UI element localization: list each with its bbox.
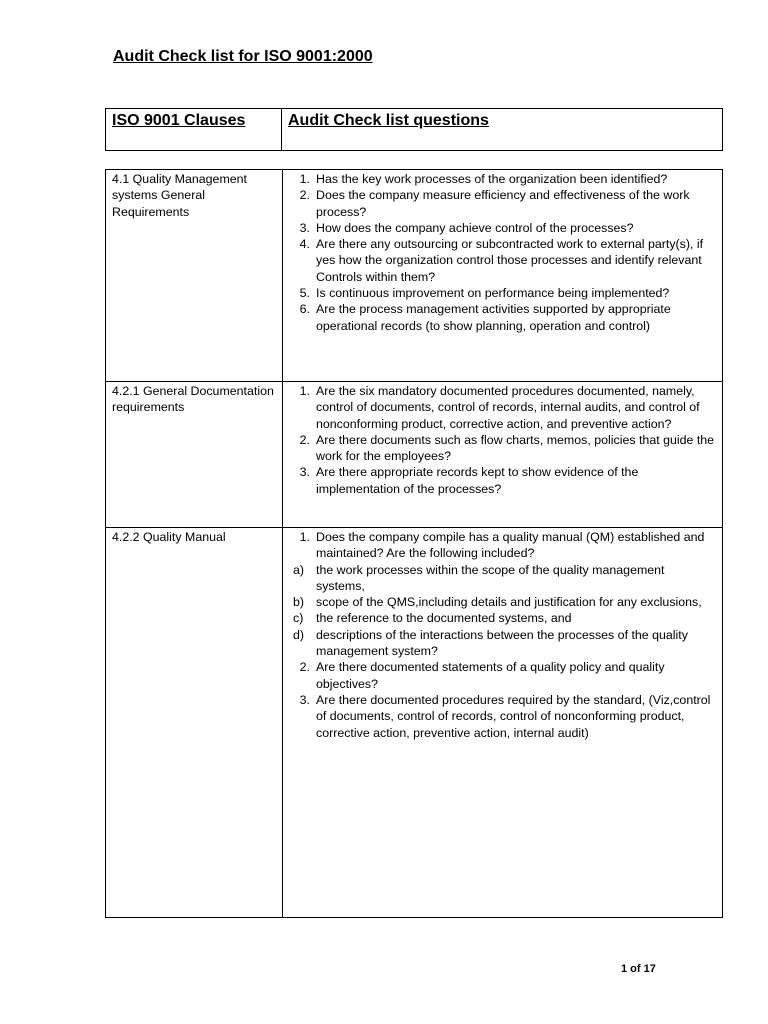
question-item <box>289 187 716 220</box>
question-text: Does the company compile has a quality manual (QM) established and maintained? Are the following included? <box>316 530 705 561</box>
question-number: 1. <box>299 172 310 186</box>
question-item <box>289 692 716 741</box>
clause-cell: 4.2.2 Quality Manual <box>106 528 283 918</box>
table-row <box>106 528 723 918</box>
question-item <box>289 383 716 432</box>
question-text: Are there appropriate records kept to show evidence of the implementation of the processes? <box>316 465 639 496</box>
question-text: Is continuous improvement on performance being implemented? <box>316 286 670 301</box>
question-text: scope of the QMS,including details and justification for any exclusions, <box>316 595 702 610</box>
header-clauses: ISO 9001 Clauses <box>106 109 282 150</box>
question-item <box>289 171 716 187</box>
question-number: 2. <box>299 432 310 447</box>
question-item <box>289 285 716 301</box>
questions-cell <box>283 528 723 918</box>
question-number: 5. <box>299 286 310 301</box>
question-number: 3. <box>299 220 310 235</box>
question-number: 1. <box>299 384 310 398</box>
question-item <box>289 464 716 497</box>
question-item <box>289 610 716 626</box>
question-text: Are there documents such as flow charts, memos, policies that guide the work for the employees? <box>316 432 715 464</box>
question-number: c) <box>293 611 304 626</box>
questions-cell <box>283 170 723 382</box>
question-text: Are there documented statements of a quality policy and quality objectives? <box>316 660 665 691</box>
question-text: Has the key work processes of the organization been identified? <box>316 172 668 186</box>
question-item <box>289 659 716 692</box>
question-text: Are the process management activities supported by appropriate operational records (to show planning, operation and control) <box>316 302 671 333</box>
question-text: Does the company measure efficiency and effectiveness of the work process? <box>316 188 690 219</box>
question-number: 3. <box>299 692 310 707</box>
question-item <box>289 562 716 595</box>
question-item <box>289 301 716 334</box>
question-text: the work processes within the scope of the quality management systems, <box>316 562 665 593</box>
document-title: Audit Check list for ISO 9001:2000 <box>113 48 373 65</box>
question-item <box>289 594 716 610</box>
question-item <box>289 220 716 236</box>
header-table <box>105 108 723 151</box>
question-number: 1. <box>299 530 310 544</box>
header-questions: Audit Check list questions <box>288 112 489 129</box>
question-text: descriptions of the interactions between the processes of the quality management system? <box>316 627 688 659</box>
question-text: the reference to the documented systems, and <box>316 611 572 626</box>
question-number: 2. <box>299 660 310 675</box>
question-text: Are there documented procedures required by the standard, (Viz,control of documents, control of records, control of nonconforming product, corrective action, preventive action, internal audit) <box>316 692 711 740</box>
question-text: How does the company achieve control of the processes? <box>316 220 634 235</box>
clause-cell: 4.1 Quality Management systems General Requirements <box>106 170 283 382</box>
checklist-table <box>105 169 723 918</box>
question-number: 6. <box>299 302 310 317</box>
question-number: 3. <box>299 465 310 480</box>
page-indicator: 1 of 17 <box>621 963 656 975</box>
question-number: 4. <box>299 237 310 252</box>
question-item <box>289 432 716 465</box>
question-number: a) <box>293 562 305 577</box>
clause-cell: 4.2.1 General Documentation requirements <box>106 382 283 528</box>
question-number: d) <box>293 627 305 642</box>
question-item <box>289 529 716 562</box>
questions-cell <box>283 382 723 528</box>
question-number: b) <box>293 595 305 610</box>
table-row <box>106 382 723 528</box>
question-text: Are the six mandatory documented procedures documented, namely, control of documents, control of records, internal audits, and control of nonconforming product, corrective action, and preventive action? <box>316 384 700 431</box>
table-row <box>106 170 723 382</box>
question-item <box>289 236 716 285</box>
question-text: Are there any outsourcing or subcontracted work to external party(s), if yes how the organization control those processes and identify relevant Controls within them? <box>316 237 704 284</box>
question-number: 2. <box>299 188 310 203</box>
question-item <box>289 627 716 660</box>
